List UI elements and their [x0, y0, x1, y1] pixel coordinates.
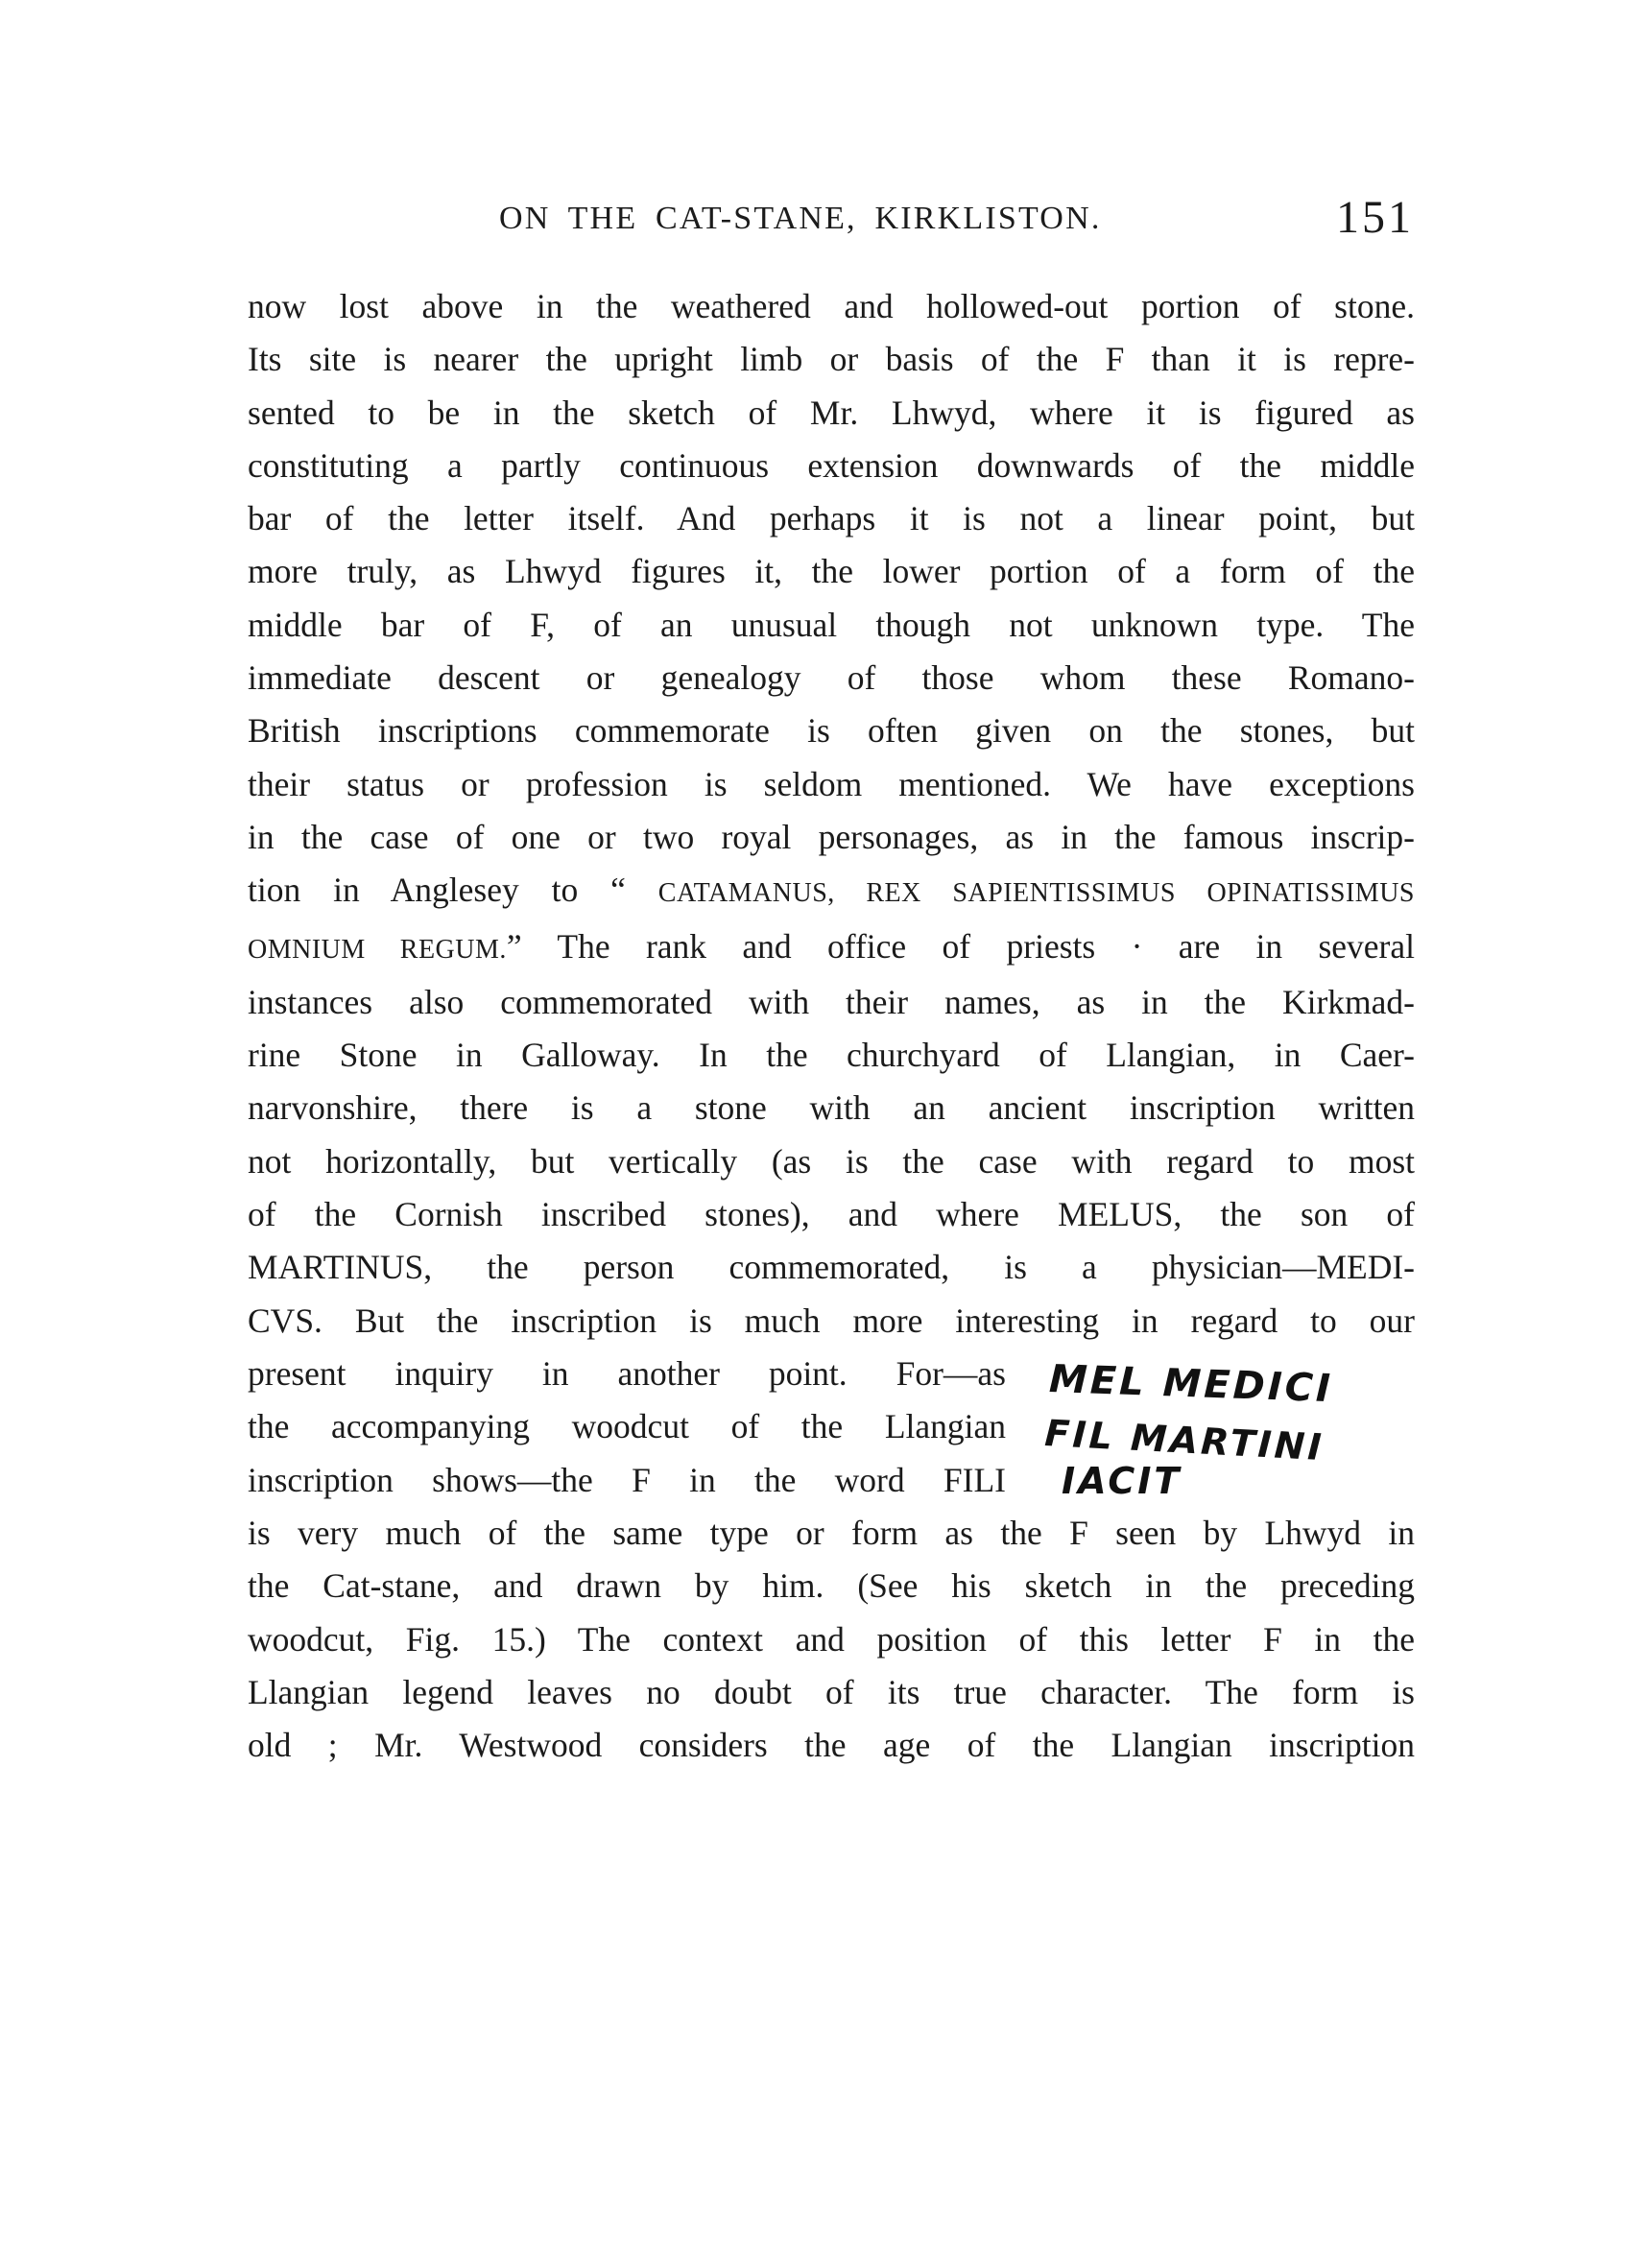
text-line: MARTINUS, the person commemorated, is a physician—MEDI-	[248, 1248, 1415, 1287]
text-line: British inscriptions commemorate is often given on the stones, but	[248, 711, 1415, 751]
text-line: Its site is nearer the upright limb or basis of the F than it is repre-	[248, 340, 1415, 379]
text-line: inscription shows—the F in the word FILI	[248, 1460, 1006, 1499]
text-line: Llangian legend leaves no doubt of its true character. The form is	[248, 1672, 1415, 1711]
quotation-smallcaps-end: OMNIUM REGUM.	[248, 934, 507, 965]
text-line: woodcut, Fig. 15.) The context and position of this letter F in the	[248, 1619, 1415, 1659]
woodcut-inscription-line: IACIT	[1062, 1459, 1182, 1502]
woodcut-inscription-line: FIL MARTINI	[1043, 1411, 1326, 1469]
text-line: now lost above in the weathered and hollowed-out portion of stone.	[248, 287, 1415, 325]
body-text	[248, 280, 1415, 1772]
text-line: the accompanying woodcut of the Llangian	[248, 1407, 1006, 1446]
text-line: narvonshire, there is a stone with an ancient inscription written	[248, 1088, 1415, 1128]
quotation-continuation: ” The rank and office of priests · are in several	[506, 926, 1415, 966]
text-line: bar of the letter itself. And perhaps it is not a linear point, but	[248, 499, 1415, 538]
llangian-inscription-woodcut	[1037, 1353, 1421, 1507]
text-line-quotation-start	[248, 864, 1415, 919]
text-line: middle bar of F, of an unusual though not unknown type. The	[248, 605, 1415, 644]
text-line: present inquiry in another point. For—as	[248, 1353, 1006, 1393]
text-line: the Cat-stane, and drawn by him. (See his sketch in the preceding	[248, 1566, 1415, 1606]
running-title: ON THE CAT-STANE, KIRKLISTON.	[499, 201, 1102, 236]
text-line: old ; Mr. Westwood considers the age of the Llangian inscription	[248, 1726, 1415, 1765]
text-line: rine Stone in Galloway. In the churchyard of Llangian, in Caer-	[248, 1036, 1415, 1075]
text-line: more truly, as Lhwyd figures it, the lower portion of a form of the	[248, 552, 1415, 591]
text-line: of the Cornish inscribed stones), and where MELUS, the son of	[248, 1195, 1415, 1234]
page-number: 151	[1336, 192, 1414, 243]
text-line: CVS. But the inscription is much more interesting in regard to our	[248, 1301, 1415, 1340]
quotation-smallcaps: CATAMANUS, REX SAPIENTISSIMUS OPINATISSIMUS	[657, 878, 1415, 909]
page-header	[248, 187, 1414, 254]
woodcut-inscription-line: MEL MEDICI	[1048, 1356, 1334, 1412]
figure-row	[248, 1348, 1415, 1507]
text-line: is very much of the same type or form as the F seen by Lhwyd in	[248, 1513, 1415, 1552]
quotation-lead-in: tion in Anglesey to “	[248, 871, 658, 910]
text-line: instances also commemorated with their names, as in the Kirkmad-	[248, 982, 1415, 1021]
text-line: sented to be in the sketch of Mr. Lhwyd, where it is figured as	[248, 393, 1415, 432]
text-line: constituting a partly continuous extension downwards of the middle	[248, 445, 1415, 485]
text-line: not horizontally, but vertically (as is the case with regard to most	[248, 1141, 1415, 1181]
text-line-quotation-end	[248, 920, 1415, 976]
text-line: in the case of one or two royal personages, as in the famous inscrip-	[248, 817, 1415, 856]
text-line: their status or profession is seldom mentioned. We have exceptions	[248, 764, 1415, 803]
text-line: immediate descent or genealogy of those whom these Romano-	[248, 658, 1415, 698]
